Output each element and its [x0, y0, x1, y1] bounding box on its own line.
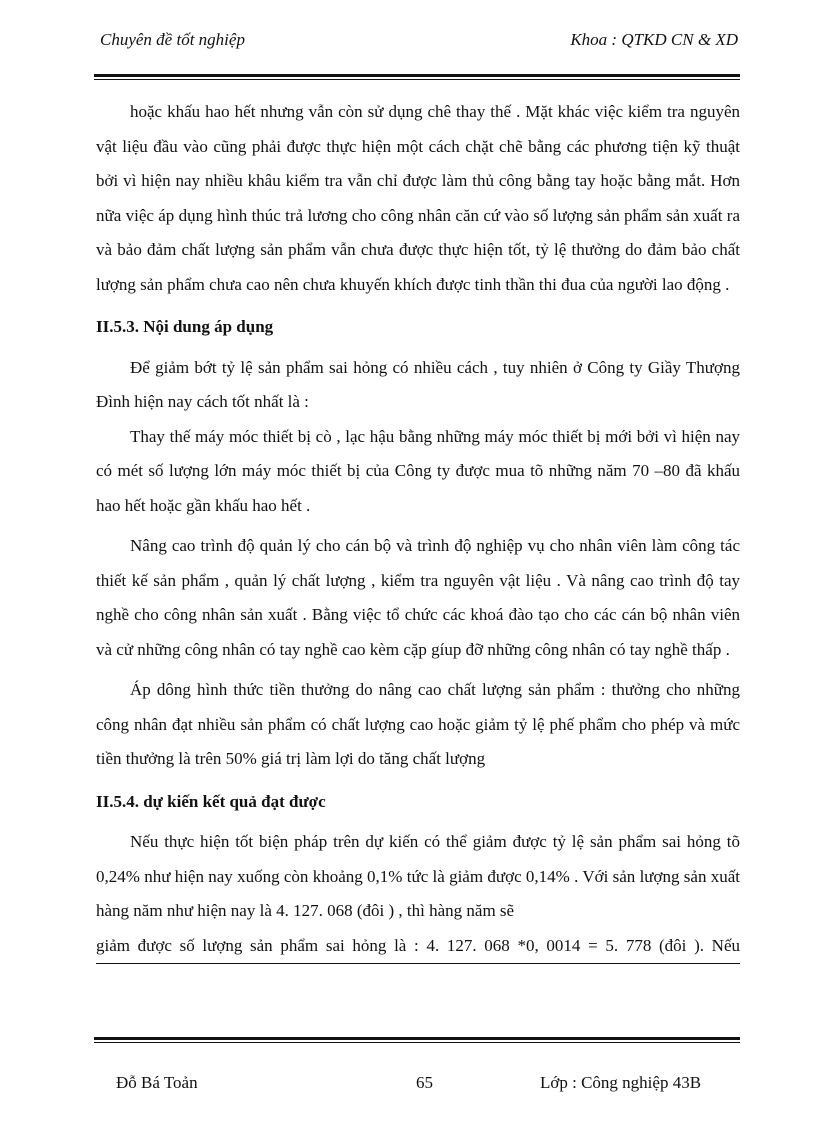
paragraph-training: Nâng cao trình độ quản lý cho cán bộ và trình độ nghiệp vụ cho nhân viên làm công tác thiết kế sản phẩm , quản lý chất lượng , kiểm tra nguyên vật liệu . Và nâng cao trình độ tay nghề cho công nhân sản xuất . Bằng việc tổ chức các khoá đào tạo cho các cán bộ nhân viên và cử những công nhân có tay nghề cao kèm cặp gíup đỡ những công nhân có tay nghề thấp .	[96, 536, 740, 659]
section-heading-content: II.5.3. Nội dung áp dụng	[96, 317, 274, 336]
page-number: 65	[416, 1073, 433, 1092]
page-header	[100, 30, 738, 50]
footer-author: Đỗ Bá Toản	[116, 1073, 198, 1092]
header-thesis-title: Chuyên đề tốt nghiệp	[100, 30, 245, 49]
paragraph-continuation: hoặc khấu hao hết nhưng vẫn còn sử dụng chê thay thế . Mặt khác việc kiểm tra nguyên vật liệu đầu vào cũng phải được thực hiện một cách chặt chẽ bằng các phương tiện kỹ thuật bởi vì hiện nay nhiều khâu kiểm tra vẫn chỉ được làm thủ công bằng tay hoặc bằng mắt. Hơn nữa việc áp dụng hình thúc trả lương cho công nhân căn cứ vào số lượng sản phẩm sản xuất ra và bảo đảm chất lượng sản phẩm vẫn chưa được thực hiện tốt, tỷ lệ thưởng do đảm bảo chất lượng sản phẩm chưa cao nên chưa khuyến khích được tinh thần thi đua của người lao động .	[96, 102, 740, 294]
paragraph-bonus: Áp dông hình thức tiền thưởng do nâng cao chất lượng sản phẩm : thưởng cho những công nhân đạt nhiều sản phẩm có chất lượng cao hoặc giảm tỷ lệ phế phẩm cho phép và mức tiền thưởng là trên 50% giá trị làm lợi do tăng chất lượng	[96, 680, 740, 768]
paragraph-results-last-line: giảm được số lượng sản phẩm sai hỏng là : 4. 127. 068 *0, 0014 = 5. 778 (đôi ). Nếu	[96, 929, 740, 965]
header-divider	[94, 74, 740, 80]
page-body	[96, 95, 740, 964]
header-faculty: Khoa : QTKD CN & XD	[570, 30, 738, 49]
footer-class: Lớp : Công nghiệp 43B	[540, 1073, 702, 1092]
footer-divider	[94, 1037, 740, 1043]
paragraph-intro: Để giảm bớt tỷ lệ sản phẩm sai hỏng có nhiều cách , tuy nhiên ở Công ty Giầy Thượng Đình hiện nay cách tốt nhất là :	[96, 357, 740, 411]
paragraph-equipment: Thay thế máy móc thiết bị cò , lạc hậu bằng những máy móc thiết bị mới bởi vì hiện nay có mét số lượng lớn máy móc thiết bị của Công ty được mua tõ những năm 70 –80 đã khấu hao hết hoặc gần khấu hao hết .	[96, 426, 740, 515]
paragraph-results: Nếu thực hiện tốt biện pháp trên dự kiến có thể giảm được tỷ lệ sản phẩm sai hỏng tõ 0,24% như hiện nay xuống còn khoảng 0,1% tức là giảm được 0,14% . Với sản lượng sản xuất hàng năm như hiện nay là 4. 127. 068 (đôi ) , thì hàng năm sẽ	[96, 832, 740, 920]
section-heading-results: II.5.4. dự kiến kết quả đạt được	[96, 791, 326, 811]
